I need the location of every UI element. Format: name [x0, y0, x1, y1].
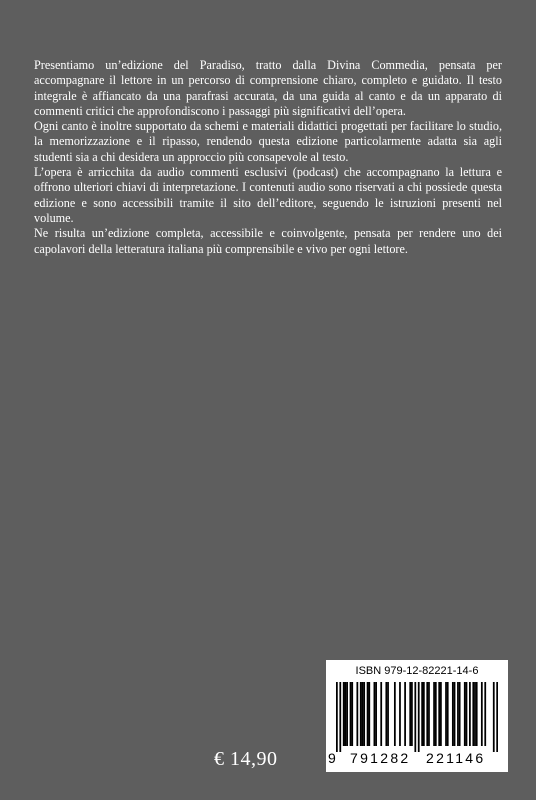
barcode-bar — [472, 682, 474, 746]
barcode-bar — [421, 682, 423, 746]
barcode-bar — [447, 682, 449, 746]
barcode-bar — [433, 682, 435, 746]
barcode-bar — [336, 682, 338, 752]
barcode-bar — [428, 682, 430, 746]
barcode-bar — [476, 682, 478, 746]
barcode-bars — [336, 682, 498, 752]
barcode-bar — [464, 682, 466, 746]
barcode-bar — [438, 682, 440, 746]
barcode-bar — [343, 682, 345, 746]
barcode-digits-right: 221146 — [426, 750, 486, 766]
barcode-bar — [426, 682, 428, 746]
barcode-bar — [454, 682, 456, 746]
barcode-bar — [374, 682, 376, 746]
barcode-bar — [423, 682, 425, 746]
barcode-bar — [459, 682, 461, 746]
barcode-bar — [404, 682, 406, 746]
barcode-bar — [363, 682, 365, 746]
barcode-bar — [466, 682, 468, 746]
barcode-bar — [360, 682, 362, 746]
barcode-bar — [435, 682, 437, 746]
barcode-bar — [493, 682, 495, 752]
barcode-bar — [350, 682, 352, 746]
barcode-bar — [368, 682, 370, 746]
isbn-label: ISBN 979-12-82221-14-6 — [355, 665, 479, 677]
barcode-bar — [380, 682, 382, 746]
barcode-bar — [411, 682, 413, 746]
barcode-bar — [440, 682, 442, 746]
barcode-bar — [481, 682, 483, 746]
barcode-bar — [445, 682, 447, 746]
barcode-bar — [399, 682, 401, 746]
barcode-bar — [375, 682, 377, 746]
barcode-bar — [418, 682, 420, 752]
barcode-digits-left: 791282 — [350, 750, 411, 766]
barcode-bar — [367, 682, 369, 746]
barcode-bar — [469, 682, 471, 746]
blurb-paragraph-3: L’opera è arricchita da audio commenti esclusivi (podcast) che accompagnano la lettura e offrono ulteriori chiavi di interpretazione. I contenuti audio sono riservati a chi possiede questa edizione e sono accessibili tramite il sito dell’editore, seguendo le istruzioni presenti nel volume. — [34, 165, 502, 225]
barcode-bar — [496, 682, 498, 752]
barcode-bar — [362, 682, 364, 746]
barcode-bar — [345, 682, 347, 746]
blurb-paragraph-4: Ne risulta un’edizione completa, accessibile e coinvolgente, pensata per rendere uno dei capolavori della letteratura italiana più comprensibile e vivo per ogni lettore. — [34, 226, 502, 256]
back-cover-blurb — [34, 58, 502, 257]
barcode-bar — [387, 682, 389, 746]
barcode-bar — [346, 682, 348, 746]
isbn-barcode — [326, 660, 508, 772]
barcode-digits — [326, 750, 508, 770]
blurb-paragraph-2: Ogni canto è inoltre supportato da schemi e materiali didattici progettati per facilitare lo studio, la memorizzazione e il ripasso, rendendo questa edizione particolarmente adatta sia agli studenti sia a chi desidera un approccio più consapevole al testo. — [34, 119, 502, 164]
barcode-bar — [385, 682, 387, 746]
barcode-bar — [484, 682, 486, 746]
barcode-bar — [452, 682, 454, 746]
barcode-bar — [356, 682, 358, 746]
barcode-digit-first: 9 — [328, 750, 336, 766]
barcode-bar — [414, 682, 416, 752]
barcode-bar — [457, 682, 459, 746]
barcode-bar — [339, 682, 341, 752]
blurb-paragraph-1: Presentiamo un’edizione del Paradiso, tratto dalla Divina Commedia, pensata per accompagnare il lettore in un percorso di comprensione chiaro, completo e guidato. Il testo integrale è affiancato da una parafrasi accurata, da una guida al canto e da un apparato di commenti critici che approfondiscono i passaggi più significativi dell’opera. — [34, 58, 502, 118]
price-label: € 14,90 — [214, 748, 278, 770]
barcode-bar — [474, 682, 476, 746]
barcode-bar — [351, 682, 353, 746]
barcode-bar — [409, 682, 411, 746]
barcode-bar — [394, 682, 396, 746]
